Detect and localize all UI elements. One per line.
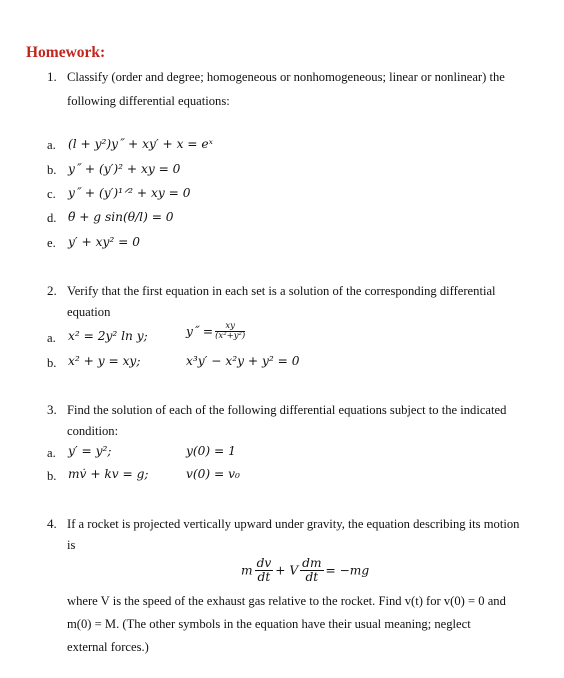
- page-title: Homework:: [26, 44, 106, 61]
- q2-number: 2.: [47, 283, 57, 298]
- q4-text-line4: m(0) = M. (The other symbols in the equation have their usual meaning; neglect: [67, 617, 471, 631]
- q1-a-label: a.: [47, 138, 56, 152]
- q4-text-line1: If a rocket is projected vertically upward under gravity, the equation describing its motion: [67, 517, 520, 531]
- q2-a-first-equation: x² = 2y² ln y;: [68, 329, 148, 343]
- q4-text-line5: external forces.): [67, 640, 149, 654]
- q2-text-line2: equation: [67, 305, 111, 319]
- q2-a-fraction-numerator: xy: [215, 322, 245, 332]
- q2-b-label: b.: [47, 356, 57, 370]
- q4-text-line3: where V is the speed of the exhaust gas relative to the rocket. Find v(t) for v(0) = 0 and: [67, 594, 506, 608]
- q1-b-equation: y˝ + (y′)² + xy = 0: [68, 162, 181, 176]
- q4-eq-dmdt-fraction: [300, 557, 323, 584]
- q1-number: 1.: [47, 69, 57, 84]
- q4-eq-dt-1: dt: [257, 569, 271, 584]
- q3-b-first-equation: mv̇ + kv = g;: [68, 467, 149, 481]
- q4-eq-dm: dm: [302, 556, 322, 570]
- q3-b-label: b.: [47, 469, 57, 483]
- q1-text-line2: following differential equations:: [67, 94, 230, 108]
- q3-text-line1: Find the solution of each of the following differential equations subject to the indicated: [67, 403, 507, 417]
- q3-number: 3.: [47, 402, 57, 417]
- q2-a-second-lhs: y˝ =: [186, 324, 214, 339]
- q2-a-fraction-denominator: (x²+y²): [215, 330, 246, 341]
- q2-a-second-equation: [186, 322, 247, 341]
- q2-text-line1: Verify that the first equation in each set is a solution of the corresponding differential: [67, 284, 496, 298]
- q2-a-label: a.: [47, 331, 56, 345]
- q4-number: 4.: [47, 516, 57, 531]
- q1-d-label: d.: [47, 211, 57, 225]
- q1-text-line1: Classify (order and degree; homogeneous or nonhomogeneous; linear or nonlinear) the: [67, 70, 505, 84]
- q3-a-label: a.: [47, 446, 56, 460]
- q4-eq-plus-v: + V: [275, 563, 299, 578]
- q3-text-line2: condition:: [67, 424, 119, 438]
- q4-motion-equation: [241, 557, 369, 584]
- q3-a-first-equation: y′ = y²;: [68, 444, 112, 458]
- q1-c-label: c.: [47, 187, 56, 201]
- q2-a-fraction: [215, 322, 245, 341]
- q4-eq-dvdt-fraction: [255, 557, 274, 584]
- q3-b-second-equation: v(0) = v₀: [186, 467, 240, 481]
- q4-eq-dt-2: dt: [305, 569, 319, 584]
- q1-b-label: b.: [47, 163, 57, 177]
- q2-b-first-equation: x² + y = xy;: [68, 354, 141, 368]
- q4-text-line2: is: [67, 538, 76, 552]
- q4-eq-dv: dv: [256, 556, 272, 570]
- q1-e-label: e.: [47, 236, 56, 250]
- q1-c-equation: y˝ + (y′)¹ᐟ² + xy = 0: [68, 186, 191, 200]
- q3-a-second-equation: y(0) = 1: [186, 444, 236, 458]
- q1-d-equation: θ̈ + g sin(θ/l) = 0: [68, 210, 174, 224]
- q4-eq-m: m: [241, 563, 253, 578]
- q1-a-equation: (l + y²)y˝ + xy′ + x = eˣ: [68, 137, 213, 151]
- q2-b-second-equation: x³y′ − x²y + y² = 0: [186, 354, 300, 368]
- q1-e-equation: y′ + xy² = 0: [68, 235, 140, 249]
- q4-eq-rhs: = −mg: [325, 563, 370, 578]
